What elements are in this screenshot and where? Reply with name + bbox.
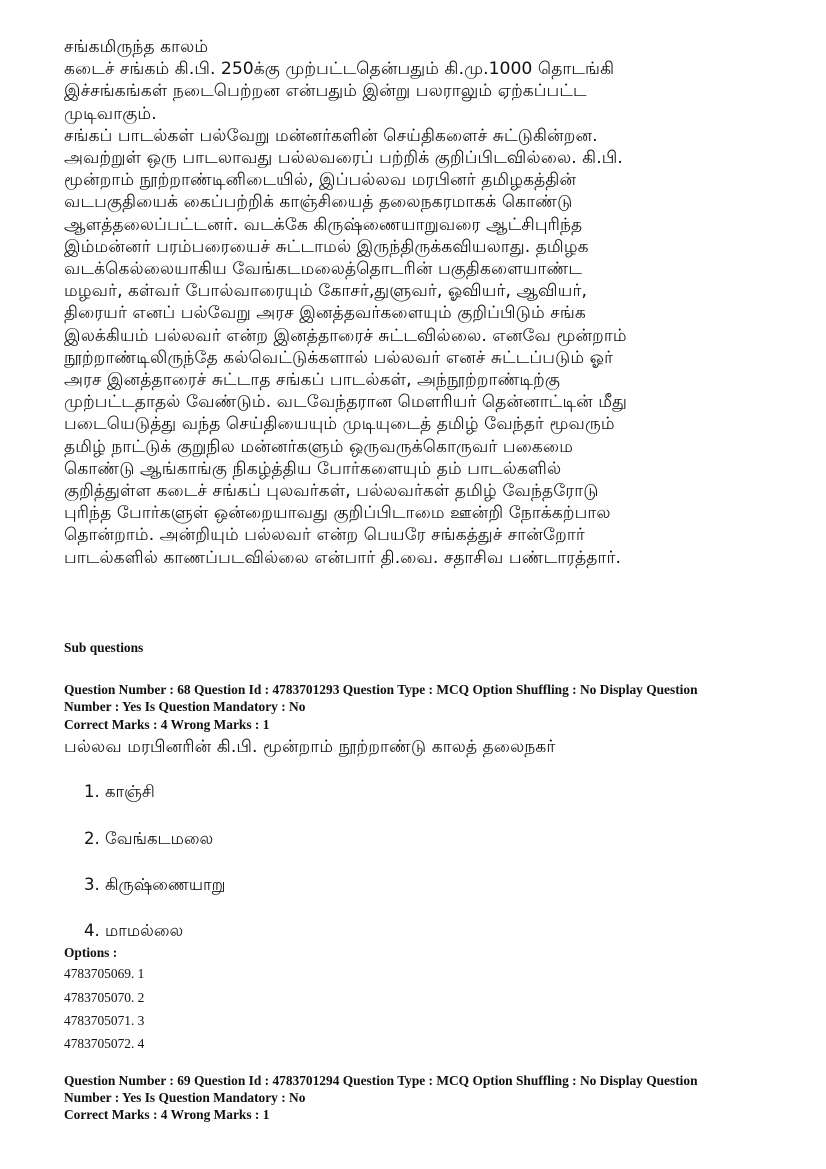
question-69-meta-line1: Question Number : 69 Question Id : 4783701294 Question Type : MCQ Option Shuffling : No Display Question	[64, 1073, 698, 1088]
passage-line: மூன்றாம் நூற்றாண்டினிடையில், இப்பல்லவ மரபினர் தமிழகத்தின்	[64, 170, 577, 191]
question-68-meta	[64, 682, 804, 715]
passage-line: நூற்றாண்டிலிருந்தே கல்வெட்டுக்களால் பல்லவர் எனச் சுட்டப்படும் ஓர்	[64, 347, 614, 368]
option-id-2: 4783705070. 2	[64, 990, 145, 1005]
question-68-text: பல்லவ மரபினரின் கி.பி. மூன்றாம் நூற்றாண்டு காலத் தலைநகர்	[64, 737, 556, 757]
question-68-option-3: 3. கிருஷ்ணையாறு	[84, 875, 226, 894]
passage-line: கடைச் சங்கம் கி.பி. 250க்கு முற்பட்டதென்பதும் கி.மு.1000 தொடங்கி	[64, 59, 615, 80]
question-68-option-4: 4. மாமல்லை	[84, 921, 184, 940]
passage-line: தமிழ் நாட்டுக் குறுநில மன்னர்களும் ஒருவருக்கொருவர் பகைமை	[64, 436, 574, 457]
passage-line: முடிவாகும்.	[64, 103, 157, 124]
options-label: Options :	[64, 945, 118, 960]
passage-line: திரையர் எனப் பல்வேறு அரச இனத்தவர்களையும் குறிப்பிடும் சங்க	[64, 303, 586, 324]
passage-line: சங்கப் பாடல்கள் பல்வேறு மன்னர்களின் செய்திகளைச் சுட்டுகின்றன.	[64, 125, 598, 146]
option-id-4: 4783705072. 4	[64, 1036, 145, 1051]
passage-line: படையெடுத்து வந்த செய்தியையும் முடியுடைத் தமிழ் வேந்தர் மூவரும்	[64, 414, 615, 435]
passage-line: வடக்கெல்லையாகிய வேங்கடமலைத்தொடரின் பகுதிகளையாண்ட	[64, 259, 583, 280]
passage-line: வடபகுதியைக் கைப்பற்றிக் காஞ்சியைத் தலைநகரமாகக் கொண்டு	[64, 192, 573, 213]
passage-line: முற்பட்டதாதல் வேண்டும். வடவேந்தரான மௌரியர் தென்னாட்டின் மீது	[64, 392, 628, 413]
question-68-option-1: 1. காஞ்சி	[84, 782, 155, 801]
passage-line: மழவர், கள்வர் போல்வாரையும் கோசர்,துளுவர், ஓவியர், ஆவியர்,	[64, 281, 587, 302]
passage-line: இலக்கியம் பல்லவர் என்ற இனத்தாரைச் சுட்டவில்லை. எனவே மூன்றாம்	[64, 325, 627, 346]
passage	[64, 36, 784, 569]
passage-line: இம்மன்னர் பரம்பரையைச் சுட்டாமல் இருந்திருக்கவியலாது. தமிழக	[64, 236, 589, 257]
passage-line: பாடல்களில் காணப்படவில்லை என்பார் தி.வை. சதாசிவ பண்டாரத்தார்.	[64, 547, 621, 568]
question-68-option-2: 2. வேங்கடமலை	[84, 829, 214, 848]
option-id-3: 4783705071. 3	[64, 1013, 145, 1028]
passage-line: ஆளத்தலைப்பட்டனர். வடக்கே கிருஷ்ணையாறுவரை ஆட்சிபுரிந்த	[64, 214, 583, 235]
passage-line: அரச இனத்தாரைச் சுட்டாத சங்கப் பாடல்கள், அந்நூற்றாண்டிற்கு	[64, 370, 560, 391]
option-id-1: 4783705069. 1	[64, 966, 145, 981]
question-69-meta-line2: Number : Yes Is Question Mandatory : No	[64, 1089, 306, 1105]
passage-line: இச்சங்கங்கள் நடைபெற்றன என்பதும் இன்று பலராலும் ஏற்கப்பட்ட	[64, 81, 587, 102]
passage-title: சங்கமிருந்த காலம்	[64, 37, 209, 57]
question-69-meta	[64, 1073, 804, 1106]
question-69-marks: Correct Marks : 4 Wrong Marks : 1	[64, 1107, 270, 1122]
question-68-marks: Correct Marks : 4 Wrong Marks : 1	[64, 717, 270, 732]
passage-line: புரிந்த போர்களுள் ஒன்றையாவது குறிப்பிடாமை ஊன்றி நோக்கற்பால	[64, 503, 611, 524]
passage-line: தொன்றாம். அன்றியும் பல்லவர் என்ற பெயரே சங்கத்துச் சான்றோர்	[64, 525, 585, 546]
sub-questions-label: Sub questions	[64, 640, 144, 655]
question-68-meta-line1: Question Number : 68 Question Id : 4783701293 Question Type : MCQ Option Shuffling : No Display Question	[64, 682, 698, 697]
passage-line: குறித்துள்ள கடைச் சங்கப் புலவர்கள், பல்லவர்கள் தமிழ் வேந்தரோடு	[64, 481, 599, 502]
passage-line: அவற்றுள் ஒரு பாடலாவது பல்லவரைப் பற்றிக் குறிப்பிடவில்லை. கி.பி.	[64, 148, 623, 169]
question-68-meta-line2: Number : Yes Is Question Mandatory : No	[64, 698, 306, 714]
passage-line: கொண்டு ஆங்காங்கு நிகழ்த்திய போர்களையும் தம் பாடல்களில்	[64, 458, 562, 479]
